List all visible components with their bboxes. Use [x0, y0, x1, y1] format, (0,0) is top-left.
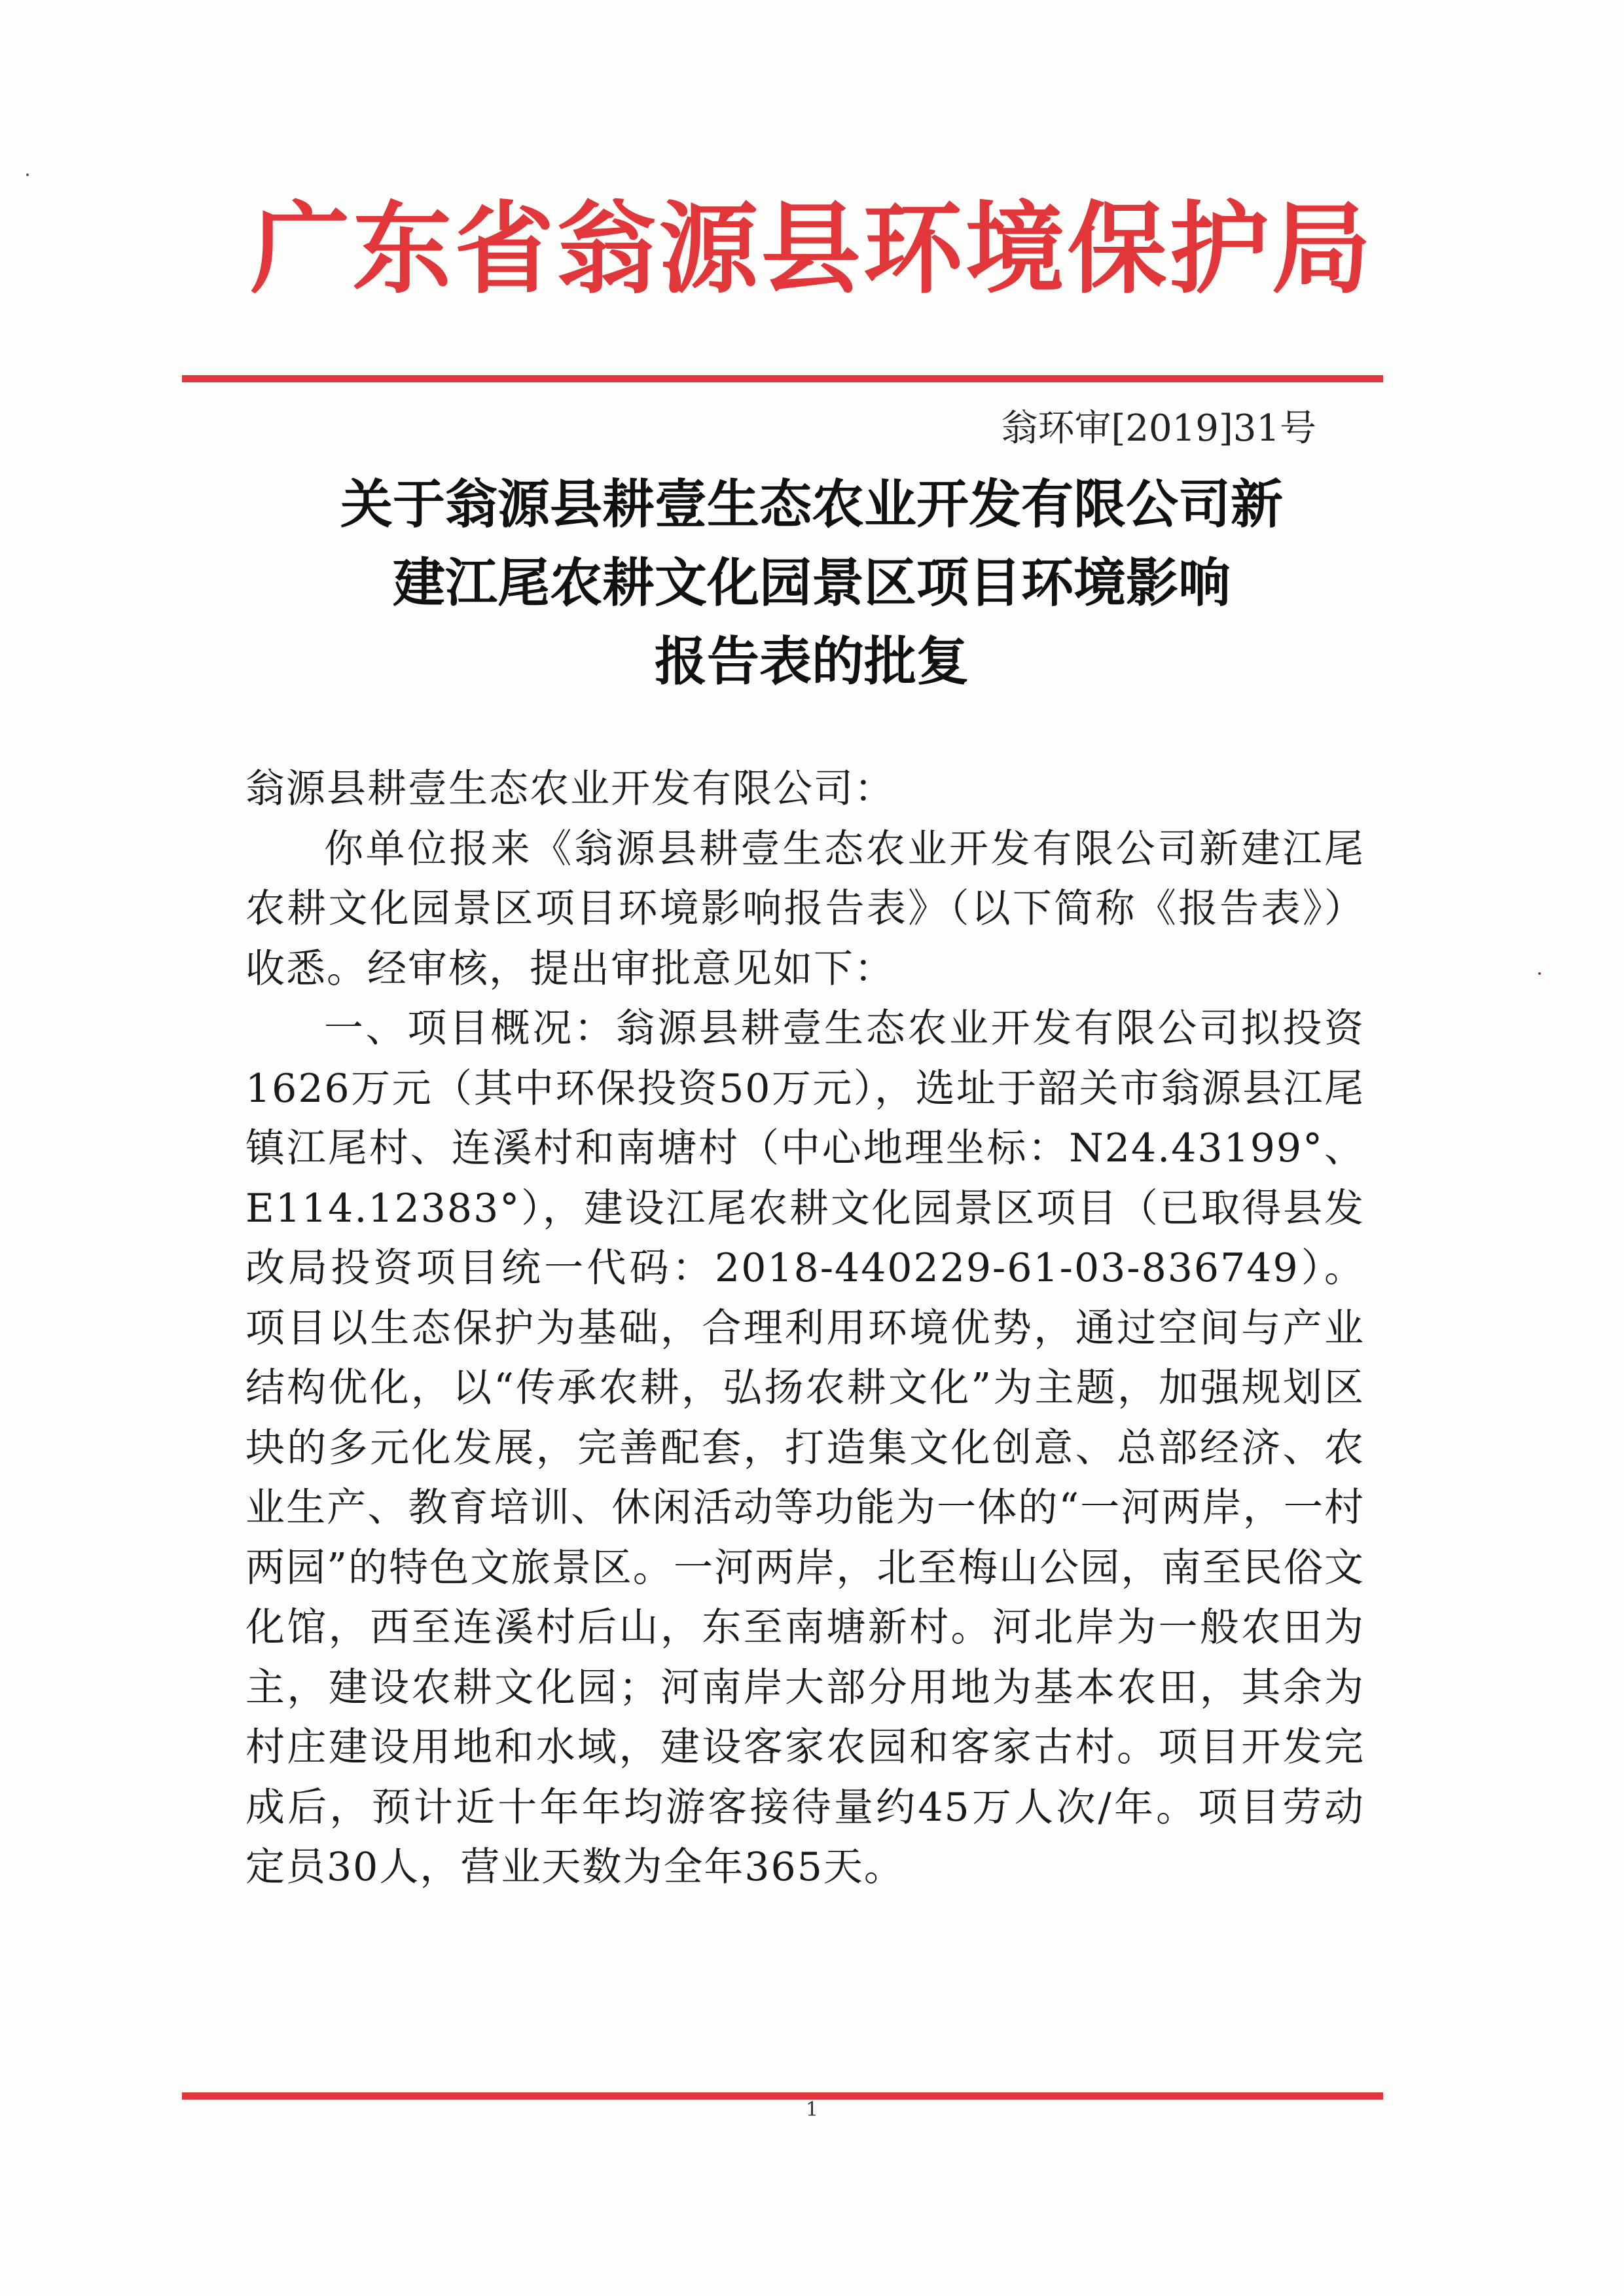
scan-speck [1538, 972, 1541, 975]
document-title [242, 465, 1381, 701]
header-red-rule [182, 375, 1383, 382]
paragraph: 你单位报来《翁源县耕壹生态农业开发有限公司新建江尾农耕文化园景区项目环境影响报告表》（以下简称《报告表》）收悉。经审核，提出审批意见如下： [245, 826, 1365, 992]
document-number: 翁环审[2019]31号 [1001, 407, 1316, 450]
page-number: 1 [805, 2098, 819, 2121]
title-line: 关于翁源县耕壹生态农业开发有限公司新 [340, 473, 1283, 535]
title-line: 报告表的批复 [655, 630, 969, 692]
paragraph: 一、项目概况：翁源县耕壹生态农业开发有限公司拟投资1626万元（其中环保投资50万元），选址于韶关市翁源县江尾镇江尾村、连溪村和南塘村（中心地理坐标：N24.43199°、E114.12383°），建设江尾农耕文化园景区项目（已取得县发改局投资项目统一代码：2018-440229-61-03-836749）。项目以生态保护为基础，合理利用环境优势，通过空间与产业结构优化，以“传承农耕，弘扬农耕文化”为主题，加强规划区块的多元化发展，完善配套，打造集文化创意、总部经济、农业生产、教育培训、休闲活动等功能为一体的“一河两岸，一村两园”的特色文旅景区。一河两岸，北至梅山公园，南至民俗文化馆，西至连溪村后山，东至南塘新村。河北岸为一般农田为主，建设农耕文化园；河南岸大部分用地为基本农田，其余为村庄建设用地和水域，建设客家农园和客家古村。项目开发完成后，预计近十年年均游客接待量约45万人次/年。项目劳动定员30人，营业天数为全年365天。 [245, 1006, 1365, 1890]
agency-header: 广东省翁源县环境保护局 [250, 190, 1374, 307]
salutation: 翁源县耕壹生态农业开发有限公司： [245, 766, 895, 812]
title-line: 建江尾农耕文化园景区项目环境影响 [393, 552, 1231, 613]
document-body [245, 759, 1365, 1898]
scan-speck [26, 173, 29, 176]
